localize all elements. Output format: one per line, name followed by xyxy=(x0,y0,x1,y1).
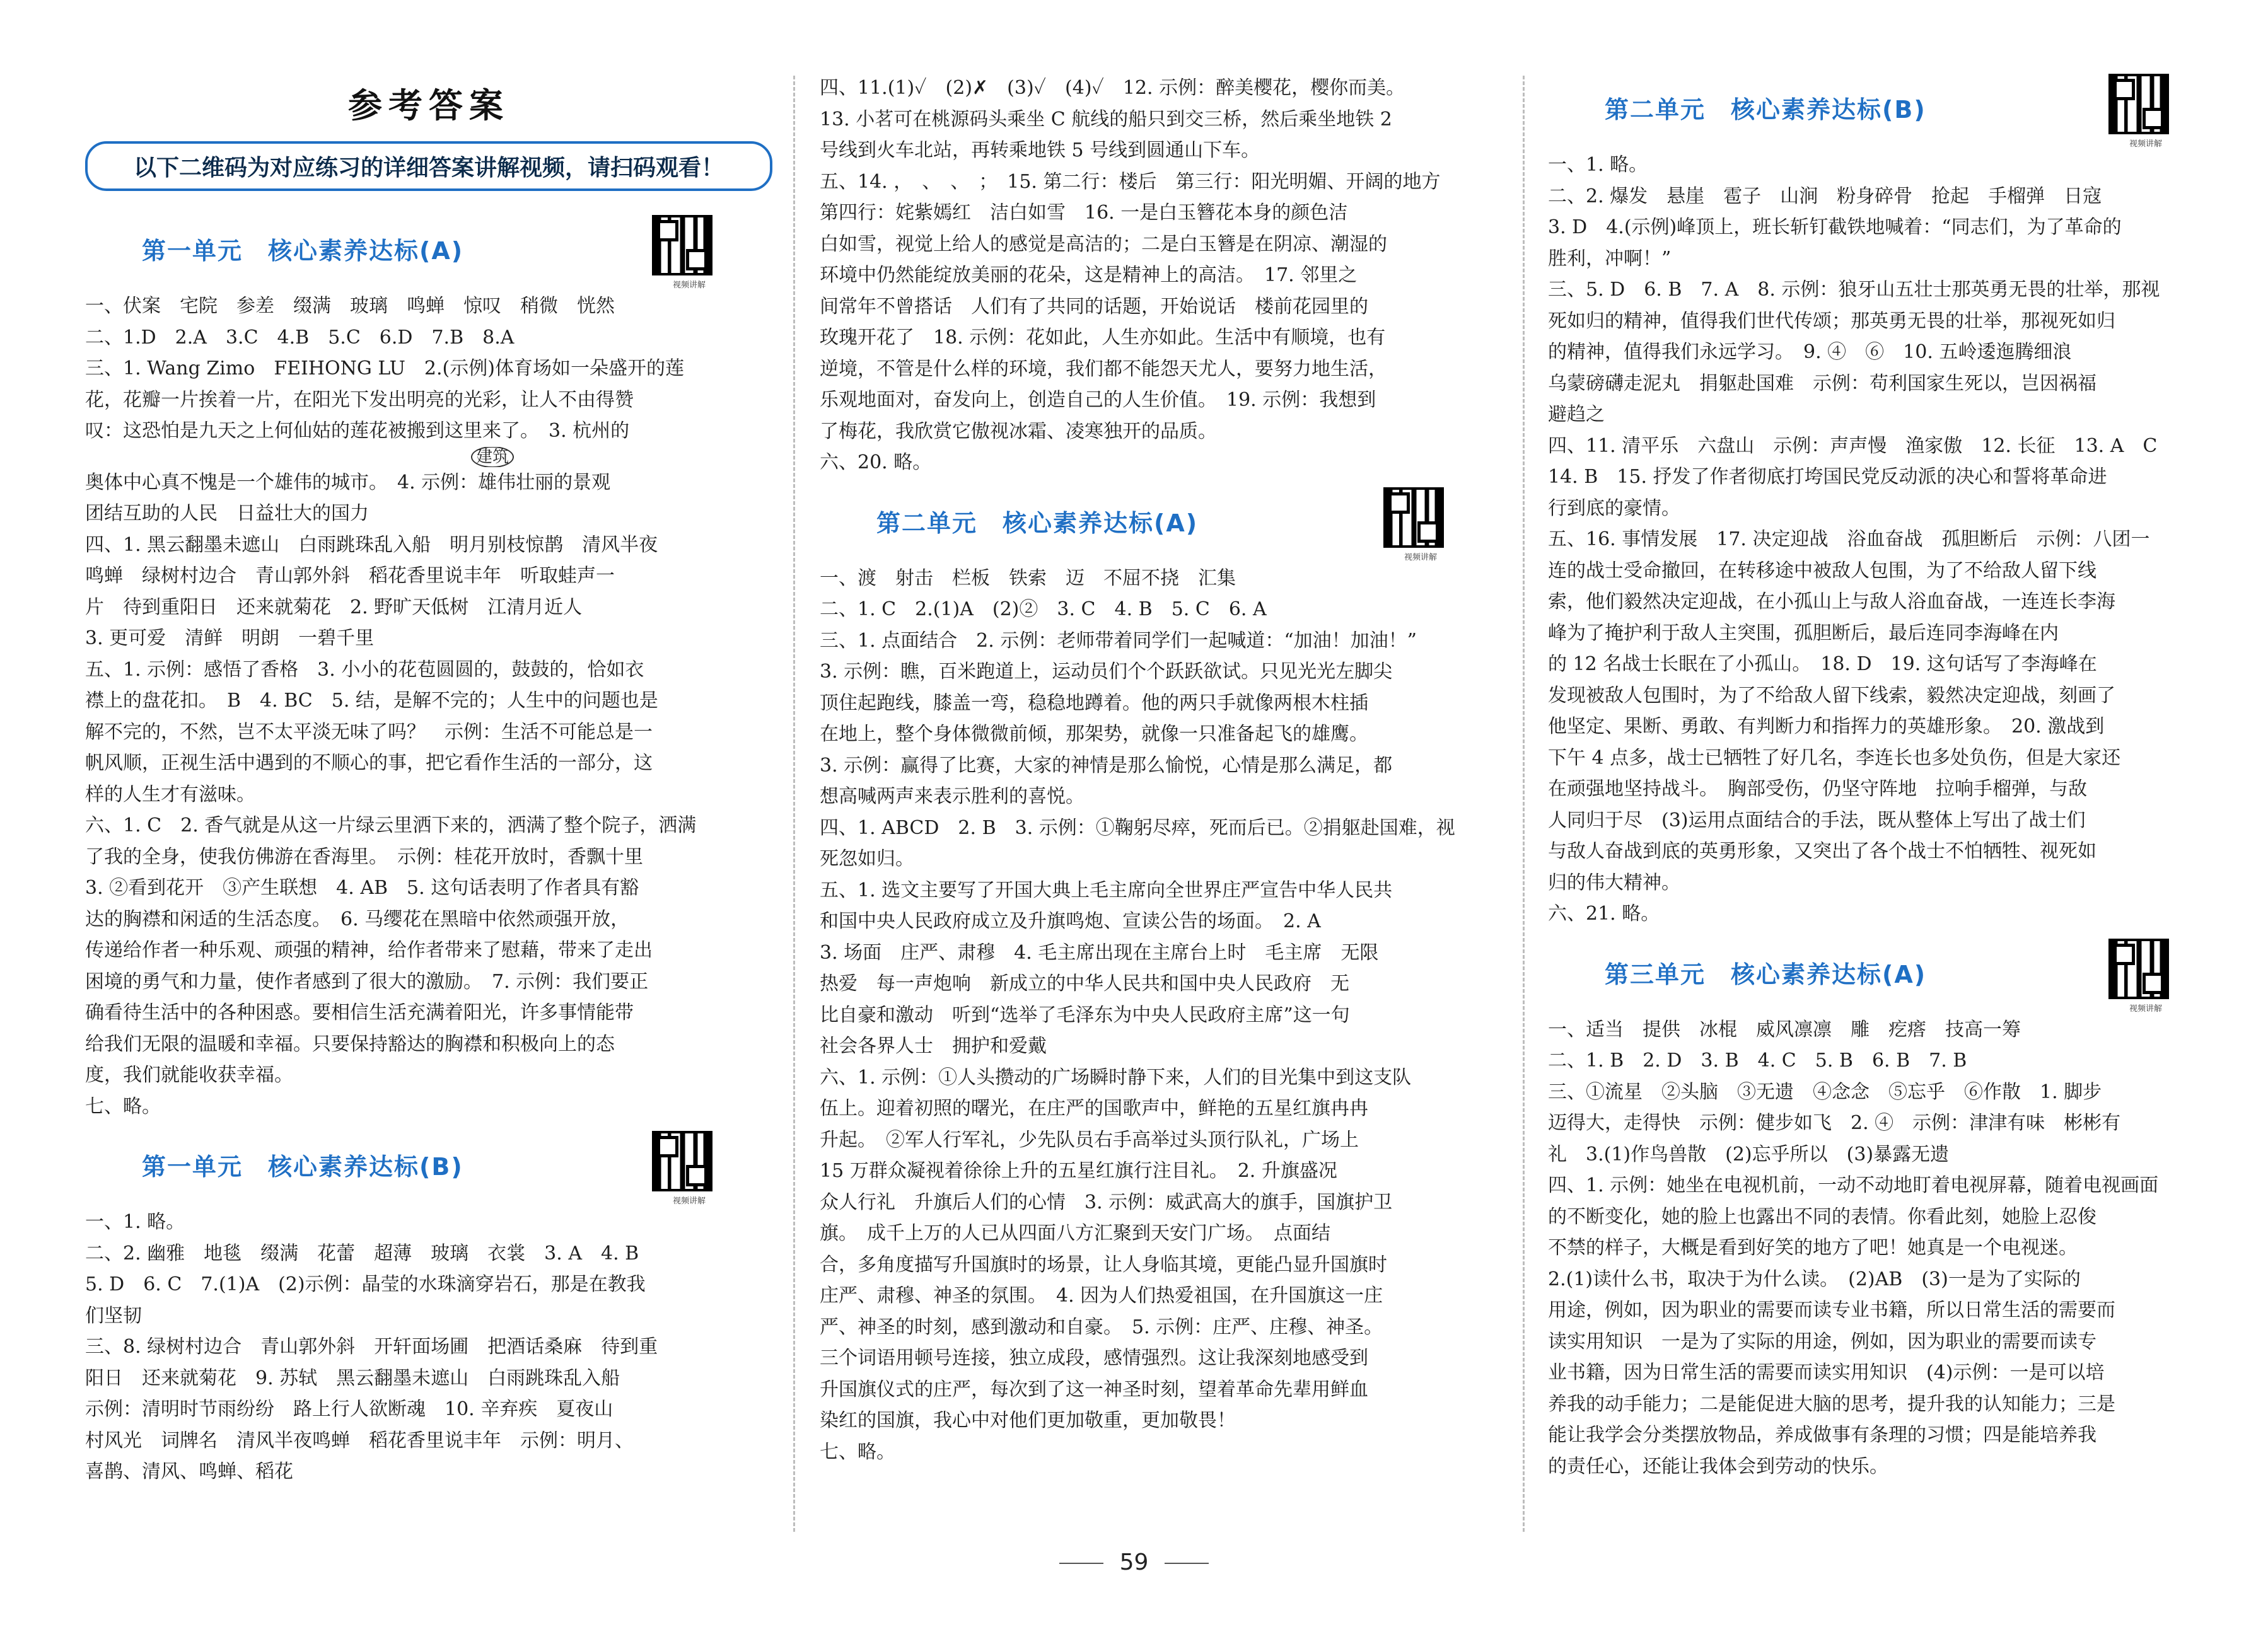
answer-line: 3. D 4.(示例)峰顶上，班长斩钉截铁地喊着：“同志们，为了革命的 xyxy=(1548,216,2122,238)
answer-line: 3. 示例：瞧，百米跑道上，运动员们个个跃跃欲试。只见光光左脚尖 xyxy=(820,661,1393,683)
qr-label: 视频讲解 xyxy=(2129,1004,2162,1014)
qr-code-icon[interactable] xyxy=(1383,487,1444,548)
qr-banner: 以下二维码为对应练习的详细答案讲解视频，请扫码观看！ xyxy=(85,141,772,191)
answer-line: 避趋之 xyxy=(1548,403,1605,426)
answer-line: 的精神，值得我们永远学习。 9. ④ ⑥ 10. 五岭逶迤腾细浪 xyxy=(1548,341,2072,363)
column-1 xyxy=(85,72,772,1488)
answer-line: 归的伟大精神。 xyxy=(1548,871,1680,894)
answer-line: 严、神圣的时刻，感到激动和自豪。 5. 示例：庄严、庄穆、神圣。 xyxy=(820,1316,1383,1338)
answer-line: 他坚定、果断、勇敢、有判断力和指挥力的英雄形象。 20. 激战到 xyxy=(1548,715,2105,738)
answer-line: 行到底的豪情。 xyxy=(1548,497,1680,519)
answer-line: 二、2. 幽雅 地毯 缀满 花蕾 超薄 玻璃 衣裳 3. A 4. B xyxy=(85,1242,639,1265)
answer-line: 二、1.D 2.A 3.C 4.B 5.C 6.D 7.B 8.A xyxy=(85,326,515,349)
answer-line: 读实用知识 一是为了实际的用途，例如，因为职业的需要而读专 xyxy=(1548,1330,2096,1353)
answer-line: 一、1. 略。 xyxy=(85,1211,185,1233)
answer-line: 升国旗仪式的庄严，每次到了这一神圣时刻，望着革命先辈用鲜血 xyxy=(820,1378,1368,1401)
answer-line: 在地上，整个身体微微前倾，那架势，就像一只准备起飞的雄鹰。 xyxy=(820,723,1368,745)
answer-line: 顶住起跑线，膝盖一弯，稳稳地蹲着。他的两只手就像两根木柱插 xyxy=(820,692,1368,714)
answer-line: 下午 4 点多，战士已牺牲了好几名，李连长也多处负伤，但是大家还 xyxy=(1548,746,2121,769)
answer-line: 在顽强地坚持战斗。 胸部受伤，仍坚守阵地 拉响手榴弹，与敌 xyxy=(1548,778,2087,800)
answer-line: 四、1. 黑云翻墨未遮山 白雨跳珠乱入船 明月别枝惊鹊 清风半夜 xyxy=(85,533,658,556)
answer-line: 和国中央人民政府成立及升旗鸣炮、宣读公告的场面。 2. A xyxy=(820,910,1321,932)
answer-line: 四、11. 清平乐 六盘山 示例：声声慢 渔家傲 12. 长征 13. A C xyxy=(1548,434,2158,457)
answer-line: 想高喊两声来表示胜利的喜悦。 xyxy=(820,785,1085,808)
answer-line: 伍上。迎着初照的曙光，在庄严的国歌声中，鲜艳的五星红旗冉冉 xyxy=(820,1097,1368,1120)
answer-line: 五、1. 示例：感悟了香格 3. 小小的花苞圆圆的，鼓鼓的，恰如衣 xyxy=(85,658,644,681)
page-title: 参考答案 xyxy=(348,86,509,125)
answer-line: 困境的勇气和力量，使作者感到了很大的激励。 7. 示例：我们要正 xyxy=(85,970,649,993)
answer-line: 合，多角度描写升国旗时的场景，让人身临其境，更能凸显升国旗时 xyxy=(820,1253,1387,1276)
dash-right xyxy=(1165,1563,1209,1564)
answer-line: 众人行礼 升旗后人们的心情 3. 示例：威武高大的旗手，国旗护卫 xyxy=(820,1191,1393,1213)
unit-title: 第一单元 核心素养达标(B) xyxy=(142,1153,463,1181)
answer-line: 一、适当 提供 冰棍 威风凛凛 雕 疙瘩 技高一筹 xyxy=(1548,1018,2021,1041)
answer-line: 白如雪，视觉上给人的感觉是高洁的；二是白玉簪是在阴凉、潮湿的 xyxy=(820,233,1387,255)
page-number xyxy=(0,1549,2268,1575)
qr-code-icon[interactable] xyxy=(652,215,712,275)
answer-line: 一、渡 射击 栏板 铁索 迈 不屈不挠 汇集 xyxy=(820,567,1236,589)
answer-line: 与敌人奋战到底的英勇形象，又突出了各个战士不怕牺牲、视死如 xyxy=(1548,840,2096,862)
unit-header-2b xyxy=(1548,69,2229,149)
answer-line: 死忽如归。 xyxy=(820,848,914,870)
answer-line: 村风光 词牌名 清风半夜鸣蝉 稻花香里说丰年 示例：明月、 xyxy=(85,1429,634,1452)
answer-line: 一、伏案 宅院 参差 缀满 玻璃 鸣蝉 惊叹 稍微 恍然 xyxy=(85,295,615,317)
answer-line: 社会各界人士 拥护和爱戴 xyxy=(820,1035,1047,1057)
unit-title: 第三单元 核心素养达标(A) xyxy=(1605,960,1927,988)
answer-line: 迈得大，走得快 示例：健步如飞 2. ④ 示例：津津有味 彬彬有 xyxy=(1548,1112,2121,1134)
unit-title: 第二单元 核心素养达标(A) xyxy=(876,509,1199,537)
answer-line: 升起。 ②军人行军礼，少先队员右手高举过头顶行队礼，广场上 xyxy=(820,1128,1359,1151)
answer-line: 三个词语用顿号连接，独立成段，感情强烈。这让我深刻地感受到 xyxy=(820,1347,1368,1369)
answer-line: 二、1. C 2.(1)A (2)② 3. C 4. B 5. C 6. A xyxy=(820,598,1267,620)
answer-line: 六、21. 略。 xyxy=(1548,903,1660,925)
answer-line: 度，我们就能收获幸福。 xyxy=(85,1064,293,1086)
answer-line: 五、1. 选文主要写了开国大典上毛主席向全世界庄严宣告中华人民共 xyxy=(820,879,1393,901)
answer-line: 喜鹊、清风、鸣蝉、稻花 xyxy=(85,1461,293,1483)
answer-line: 三、8. 绿树村边合 青山郭外斜 开轩面场圃 把酒话桑麻 待到重 xyxy=(85,1336,658,1358)
answer-line: 3. ②看到花开 ③产生联想 4. AB 5. 这句话表明了作者具有豁 xyxy=(85,877,639,899)
answer-line: 不禁的样子，大概是看到好笑的地方了吧！她真是一个电视迷。 xyxy=(1548,1237,2078,1259)
qr-code-icon[interactable] xyxy=(2108,74,2169,134)
answer-line: 用途，例如，因为职业的需要而读专业书籍，所以日常生活的需要而 xyxy=(1548,1299,2115,1321)
answer-line: 阳日 还来就菊花 9. 苏轼 黑云翻墨未遮山 白雨跳珠乱入船 xyxy=(85,1367,620,1389)
answer-line: 业书籍，因为日常生活的需要而读实用知识 (4)示例：一是可以培 xyxy=(1548,1362,2105,1384)
answer-line: 14. B 15. 抒发了作者彻底打垮国民党反动派的决心和誓将革命进 xyxy=(1548,466,2107,488)
answer-line: 们坚韧 xyxy=(85,1304,142,1327)
answer-line: 间常年不曾搭话 人们有了共同的话题，开始说话 楼前花园里的 xyxy=(820,295,1368,318)
answer-line: 样的人生才有滋味。 xyxy=(85,783,255,806)
dash-left xyxy=(1059,1563,1103,1564)
answer-line: 号线到火车北站，再转乘地铁 5 号线到圆通山下车。 xyxy=(820,139,1260,161)
answer-line: 胜利，冲啊！” xyxy=(1548,247,1672,270)
answer-line: 礼 3.(1)作鸟兽散 (2)忘乎所以 (3)暴露无遗 xyxy=(1548,1143,1950,1166)
answer-line: 的责任心，还能让我体会到劳动的快乐。 xyxy=(1548,1455,1888,1478)
answer-line: 3. 示例：赢得了比赛，大家的神情是那么愉悦，心情是那么满足，都 xyxy=(820,754,1393,777)
qr-label: 视频讲解 xyxy=(672,1196,706,1206)
answer-line: 确看待生活中的各种困惑。要相信生活充满着阳光，许多事情能带 xyxy=(85,1002,634,1024)
qr-label: 视频讲解 xyxy=(1404,552,1437,562)
answer-line: 片 待到重阳日 还来就菊花 2. 野旷天低树 江清月近人 xyxy=(85,596,583,618)
answer-line: 发现被敌人包围时，为了不给敌人留下线索，毅然决定迎战，刻画了 xyxy=(1548,684,2115,707)
answer-line: 六、1. C 2. 香气就是从这一片绿云里洒下来的，洒满了整个院子，洒满 xyxy=(85,814,697,837)
answer-line: 鸣蝉 绿树村边合 青山郭外斜 稻花香里说丰年 听取蛙声一 xyxy=(85,565,615,587)
answer-line: 五、16. 事情发展 17. 决定迎战 浴血奋战 孤胆断后 示例：八团一 xyxy=(1548,528,2150,550)
answer-line: 六、1. 示例：①人头攒动的广场瞬时静下来，人们的目光集中到这支队 xyxy=(820,1066,1412,1089)
answer-line: 死如归的精神，值得我们世代传颂；那英勇无畏的壮举，那视死如归 xyxy=(1548,310,2115,332)
column-3 xyxy=(1548,72,2229,1482)
answer-line: 能让我学会分类摆放物品，养成做事有条理的习惯；四是能培养我 xyxy=(1548,1424,2096,1446)
answer-line: 襟上的盘花扣。 B 4. BC 5. 结，是解不完的；人生中的问题也是 xyxy=(85,690,658,712)
unit-header-1b xyxy=(85,1126,772,1206)
column-divider-right xyxy=(1523,76,1525,1532)
answer-line: 七、略。 xyxy=(85,1095,161,1118)
answer-line: 旗。 成千上万的人已从四面八方汇聚到天安门广场。 点面结 xyxy=(820,1222,1330,1244)
page-number-text: 59 xyxy=(1119,1549,1149,1575)
answer-line: 逆境，不管是什么样的环境，我们都不能怨天尤人，要努力地生活， xyxy=(820,357,1387,380)
answer-line: 三、①流星 ②头脑 ③无遗 ④念念 ⑤忘乎 ⑥作散 1. 脚步 xyxy=(1548,1080,2102,1103)
answer-line: 花，花瓣一片挨着一片，在阳光下发出明亮的光彩，让人不由得赞 xyxy=(85,388,634,411)
answer-line: 传递给作者一种乐观、顽强的精神，给作者带来了慰藉，带来了走出 xyxy=(85,939,653,961)
answer-line: 解不完的，不然，岂不太平淡无味了吗？ 示例：生活不可能总是一 xyxy=(85,721,653,743)
qr-label: 视频讲解 xyxy=(672,281,706,290)
answer-line: 三、1. Wang Zimo FEIHONG LU 2.(示例)体育场如一朵盛开的莲 xyxy=(85,357,684,379)
answer-line: 达的胸襟和闲适的生活态度。 6. 马缨花在黑暗中依然顽强开放， xyxy=(85,908,630,930)
answer-line: 热爱 每一声炮响 新成立的中华人民共和国中央人民政府 无 xyxy=(820,973,1349,995)
column-2 xyxy=(820,72,1504,1468)
answer-line: 二、2. 爆发 悬崖 雹子 山涧 粉身碎骨 抢起 手榴弹 日寇 xyxy=(1548,185,2102,207)
answer-line: 乌蒙磅礴走泥丸 捐躯赴国难 示例：苟利国家生死以，岂因祸福 xyxy=(1548,372,2096,395)
answer-line: 峰为了掩护利于敌人主突围，孤胆断后，最后连同李海峰在内 xyxy=(1548,622,2059,644)
answer-line: 了我的全身，使我仿佛游在香海里。 示例：桂花开放时，香飘十里 xyxy=(85,845,643,868)
answer-line: 染红的国旗，我心中对他们更加敬重，更加敬畏！ xyxy=(820,1410,1236,1432)
qr-code-icon[interactable] xyxy=(652,1131,712,1191)
unit-header-1a xyxy=(85,210,772,290)
answer-line: 四、1. ABCD 2. B 3. 示例：①鞠躬尽瘁，死而后已。②捐躯赴国难，视 xyxy=(820,816,1455,839)
answer-line: 5. D 6. C 7.(1)A (2)示例：晶莹的水珠滴穿岩石，那是在教我 xyxy=(85,1273,646,1295)
answer-line: 叹：这恐怕是九天之上何仙姑的莲花被搬到这里来了。 3. 杭州的 xyxy=(85,420,630,442)
unit-title: 第一单元 核心素养达标(A) xyxy=(142,237,464,265)
answer-line: 帆风顺，正视生活中遇到的不顺心的事，把它看作生活的一部分，这 xyxy=(85,752,653,774)
answer-line: 了梅花，我欣赏它傲视冰霜、凌寒独开的品质。 xyxy=(820,420,1217,443)
answer-line: 乐观地面对，奋发向上，创造自己的人生价值。 19. 示例：我想到 xyxy=(820,389,1376,411)
answer-line: 四、11.(1)✓ (2)✗ (3)✓ (4)✓ 12. 示例：醉美樱花，樱你而美。 xyxy=(820,77,1405,99)
answer-line: 索，他们毅然决定迎战，在小孤山上与敌人浴血奋战，一连连长李海 xyxy=(1548,591,2115,613)
answer-line: 2.(1)读什么书，取决于为什么读。 (2)AB (3)一是为了实际的 xyxy=(1548,1268,2081,1290)
answer-line: 3. 场面 庄严、肃穆 4. 毛主席出现在主席台上时 毛主席 无限 xyxy=(820,941,1379,964)
answer-line: 三、1. 点面结合 2. 示例：老师带着同学们一起喊道：“加油！加油！” xyxy=(820,629,1417,652)
column-divider-left xyxy=(793,76,795,1532)
qr-label: 视频讲解 xyxy=(2129,139,2162,149)
answer-line: 第四行：姹紫嫣红 洁白如雪 16. 一是白玉簪花本身的颜色洁 xyxy=(820,202,1348,224)
answer-line: 人同归于尽 (3)运用点面结合的手法，既从整体上写出了战士们 xyxy=(1548,809,2086,831)
answer-line: 示例：清明时节雨纷纷 路上行人欲断魂 10. 辛弃疾 夏夜山 xyxy=(85,1398,614,1420)
answer-line: 环境中仍然能绽放美丽的花朵，这是精神上的高洁。 17. 邻里之 xyxy=(820,264,1358,286)
answer-line: 六、20. 略。 xyxy=(820,451,932,473)
answer-line: 的不断变化，她的脸上也露出不同的表情。你看此刻，她脸上忍俊 xyxy=(1548,1205,2096,1228)
unit-header-3a xyxy=(1548,934,2229,1014)
answer-line: 庄严、肃穆、神圣的氛围。 4. 因为人们热爱祖国，在升国旗这一庄 xyxy=(820,1285,1383,1307)
answer-line: 比自豪和激动 听到“选举了毛泽东为中央人民政府主席”这一句 xyxy=(820,1004,1350,1026)
qr-code-icon[interactable] xyxy=(2108,939,2169,999)
answer-line: 玫瑰开花了 18. 示例：花如此，人生亦如此。生活中有顺境，也有 xyxy=(820,327,1386,349)
answer-line: 养我的动手能力；二是能促进大脑的思考，提升我的认知能力；三是 xyxy=(1548,1393,2115,1415)
answer-line: 团结互助的人民 日益壮大的国力 xyxy=(85,502,369,524)
answer-line: 七、略。 xyxy=(820,1440,895,1463)
answer-line: 五、14. ， 、 、 ； 15. 第二行：楼后 第三行：阳光明媚、开阔的地方 xyxy=(820,170,1441,193)
answer-line: 四、1. 示例：她坐在电视机前，一动不动地盯着电视屏幕，随着电视画面 xyxy=(1548,1174,2159,1196)
answer-line: 二、1. B 2. D 3. B 4. C 5. B 6. B 7. B xyxy=(1548,1050,1967,1072)
answer-line: 奥体中心真不愧是一个雄伟的城市。 4. 示例：雄伟壮丽的景观 xyxy=(85,471,611,494)
answer-line: 13. 小茗可在桃源码头乘坐 C 航线的船只到交三桥，然后乘坐地铁 2 xyxy=(820,108,1392,130)
annotation-line xyxy=(85,447,772,467)
answer-line: 的 12 名战士长眠在了小孤山。 18. D 19. 这句话写了李海峰在 xyxy=(1548,653,2097,675)
answer-line: 给我们无限的温暖和幸福。只要保持豁达的胸襟和积极向上的态 xyxy=(85,1033,615,1055)
correction-annotation: 建筑 xyxy=(471,447,514,467)
answer-line: 连的战士受命撤回，在转移途中被敌人包围，为了不给敌人留下线 xyxy=(1548,559,2096,582)
unit-title: 第二单元 核心素养达标(B) xyxy=(1605,96,1926,124)
answer-line: 15 万群众凝视着徐徐上升的五星红旗行注目礼。 2. 升旗盛况 xyxy=(820,1160,1337,1182)
answer-line: 一、1. 略。 xyxy=(1548,154,1648,176)
answer-line: 3. 更可爱 清鲜 明朗 一碧千里 xyxy=(85,627,375,649)
answer-line: 三、5. D 6. B 7. A 8. 示例：狼牙山五壮士那英勇无畏的壮举，那视 xyxy=(1548,279,2160,301)
unit-header-2a xyxy=(820,482,1504,562)
